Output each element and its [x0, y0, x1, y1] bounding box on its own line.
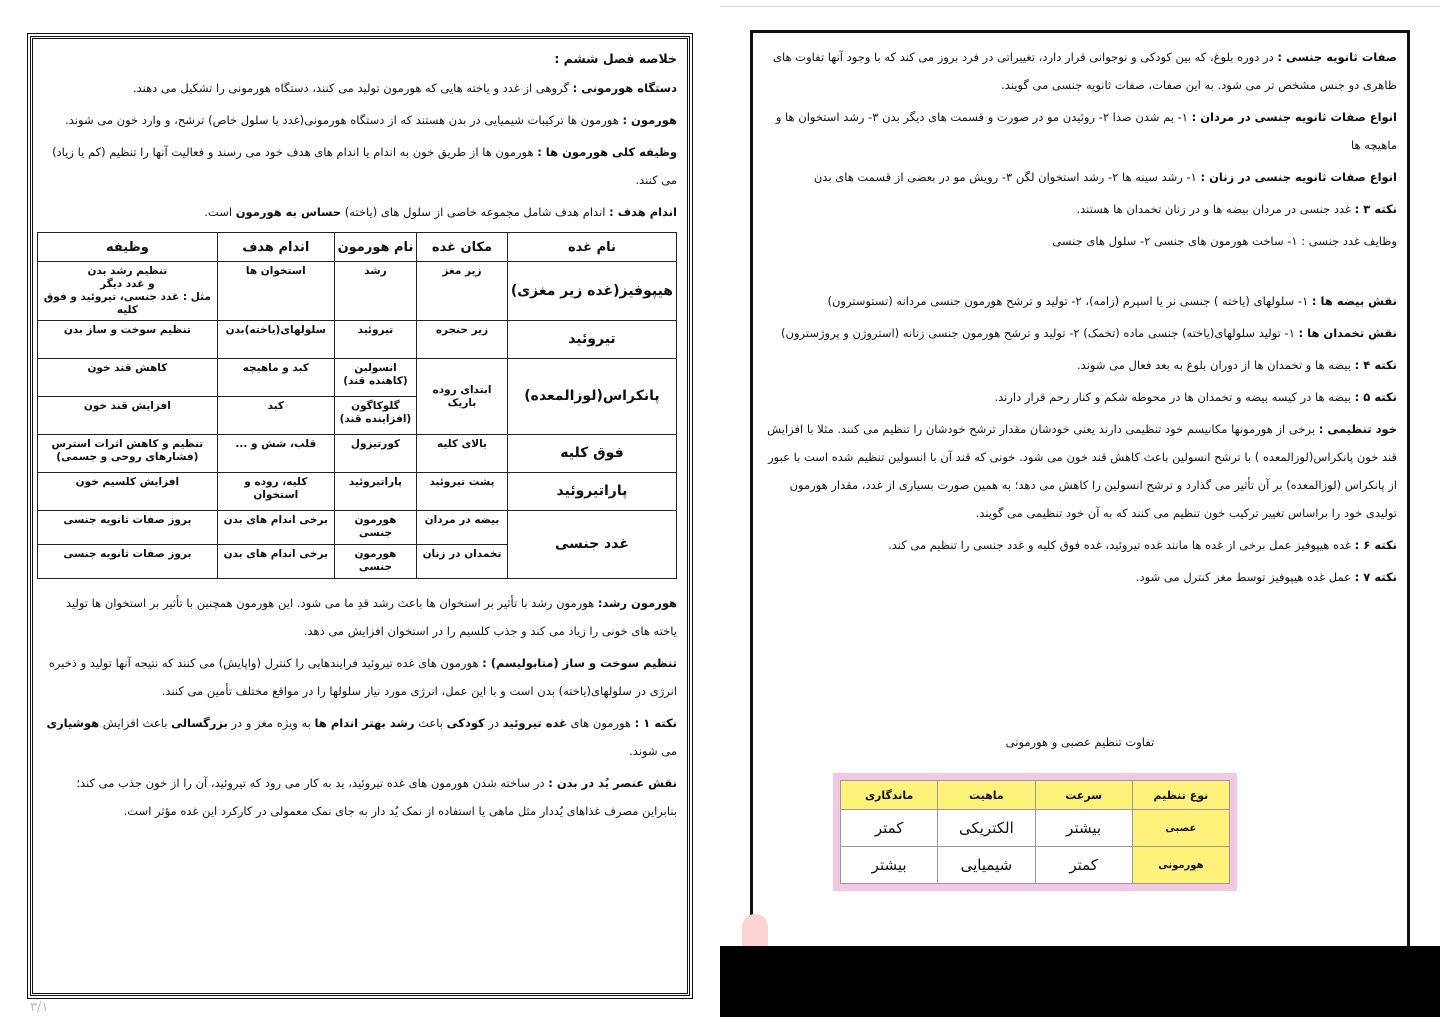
function-cell: تنظیم و کاهش اثرات استرس (فشارهای روحی و جسمی)	[38, 435, 218, 473]
left-page	[30, 36, 690, 996]
comparison-title: تفاوت تنظیم عصبی و هورمونی	[1005, 735, 1155, 749]
table-row	[38, 435, 677, 473]
target-organ-paragraph: اندام هدف : اندام هدف شامل مجموعه خاصی از سلول های (یاخته) حساس به هورمون است.	[204, 205, 677, 219]
gland-cell: غدد جنسی	[507, 511, 676, 579]
header-gland-name: نام غده	[507, 233, 676, 262]
function-cell: افزایش قند خون	[38, 397, 218, 435]
hormone-cell: پاراتیروئید	[334, 473, 416, 511]
target-cell: کبد و ماهیچه	[217, 359, 334, 397]
note-3-paragraph: نکته ۳ : غدد جنسی در مردان بیضه ها و در زنان تخمدان ها هستند.	[1076, 202, 1397, 216]
target-cell: کلیه، روده و استخوان	[217, 473, 334, 511]
gland-cell: پانکراس(لوزالمعده)	[507, 359, 676, 435]
note-5-paragraph: نکته ۵ : بیضه ها در کیسه بیضه و تخمدان ها در محوطه شکم و کنار رحم قرار دارند.	[994, 390, 1397, 404]
place-cell: بالای کلیه	[417, 435, 508, 473]
header-hormone-name: نام هورمون	[334, 233, 416, 262]
header-nature: ماهیت	[938, 781, 1035, 810]
hormone-glands-table	[37, 232, 677, 579]
target-cell: استخوان ها	[217, 262, 334, 321]
hormone-duration: بیشتر	[841, 847, 938, 884]
iodine-paragraph: نقش عنصر یُد در بدن : در ساخته شدن هورمون های غده تیروئید، ید به کار می رود که تیروئید، آن را از خون جذب می کند؛ بنابراین مصرف غذاهای یُددار مثل ماهی یا استفاده از نمک یُد دار به جای نمک معمولی در کارکرد این غده مؤثر است.	[76, 776, 677, 818]
header-speed: سرعت	[1035, 781, 1132, 810]
hormone-cell: گلوکاگون (افزاینده قند)	[334, 397, 416, 435]
hormone-cell: هورمون جنسی	[334, 545, 416, 579]
hormone-cell: انسولین (کاهنده قند)	[334, 359, 416, 397]
comparison-header-row	[841, 781, 1230, 810]
place-cell: بیضه در مردان	[417, 511, 508, 545]
table-row	[841, 847, 1230, 884]
self-regulation-paragraph: خود تنظیمی : برخی از هورمونها مکانیسم خود تنظیمی دارند یعنی خودشان مقدار ترشح خودشان را تنظیم می کنند. مثلا با افزایش قند خون پانکراس(لوزالمعده ) با ترشح انسولین باعث کاهش قند خون می شود. خونی که قند آن با انسولین تنظیم شده است با عبور از پانکراس (لوزالمعده) بر آن تأثیر می گذارد و ترشح انسولین را کاهش می دهد؛ به همین صورت بسیاری از غدد، مقدار هورمون تولیدی خود را براساس تغییر ترکیب خون تنظیم می کنند که به آن خود تنظیمی می گویند.	[767, 422, 1397, 520]
decorative-mark	[742, 914, 768, 948]
target-cell: کبد	[217, 397, 334, 435]
target-cell: قلب، شش و ...	[217, 435, 334, 473]
hormone-function-paragraph: وظیفه کلی هورمون ها : هورمون ها از طریق خون به اندام یا اندام های هدف خود می رسند و فعالیت آنها را تنظیم (کم یا زیاد) می کنند.	[52, 145, 677, 187]
metabolism-paragraph: تنظیم سوخت و ساز (متابولیسم) : هورمون های غده تیروئید فرایندهایی را کنترل (واپایش) می کنند که نتیجه آنها تولید و ذخیره انرژی در سلولهای(یاخته) بدن است و با این عمل، انرژی مورد نیاز سلولها را در مواقع مختلف تأمین می کنند.	[48, 656, 677, 698]
header-duration: ماندگاری	[841, 781, 938, 810]
hormone-definition-paragraph: هورمون : هورمون ها ترکیبات شیمیایی در بدن هستند که از دستگاه هورمونی(غدد یا سلول خاص) ترشح، و وارد خون می شوند.	[65, 113, 677, 127]
header-target-organ: اندام هدف	[217, 233, 334, 262]
chapter-summary-title: خلاصه فصل ششم :	[554, 51, 677, 66]
header-regulation-type: نوع تنظیم	[1132, 781, 1229, 810]
function-cell: بروز صفات ثانویه جنسی	[38, 511, 218, 545]
nerve-speed: بیشتر	[1035, 810, 1132, 847]
header-gland-place: مکان غده	[417, 233, 508, 262]
target-cell: برخی اندام های بدن	[217, 545, 334, 579]
note-7-paragraph: نکته ۷ : عمل غده هیپوفیز توسط مغز کنترل می شود.	[1135, 570, 1397, 584]
nerve-nature: الکتریکی	[938, 810, 1035, 847]
header-function: وظیفه	[38, 233, 218, 262]
hormone-system-paragraph: دستگاه هورمونی : گروهی از غدد و یاخته هایی که هورمون تولید می کنند، دستگاه هورمونی را تشکیل می دهند.	[132, 81, 677, 95]
nerve-vs-hormone-table	[840, 780, 1230, 884]
gland-cell: پاراتیروئید	[507, 473, 676, 511]
function-cell: کاهش قند خون	[38, 359, 218, 397]
row-label-nerve: عصبی	[1132, 810, 1229, 847]
table-row	[38, 359, 677, 397]
function-cell: افزایش کلسیم خون	[38, 473, 218, 511]
hormone-cell: هورمون جنسی	[334, 511, 416, 545]
note-1-paragraph: نکته ۱ : هورمون های غده تیروئید در کودکی باعث رشد بهتر اندام ها به ویژه مغز و در بزرگسالی باعث افزایش هوشیاری می شوند.	[46, 716, 677, 758]
testes-role-paragraph: نقش بیضه ها : ۱- سلولهای (یاخته ) جنسی نر یا اسپرم (زامه)، ۲- تولید و ترشح هورمون جنسی مردانه (تستوسترون)	[827, 294, 1397, 308]
hormone-cell: رشد	[334, 262, 416, 321]
target-cell: سلولهای(یاخته)بدن	[217, 321, 334, 359]
table-row	[841, 810, 1230, 847]
place-cell: پشت تیروئید	[417, 473, 508, 511]
note-4-paragraph: نکته ۴ : بیضه ها و تخمدان ها از دوران بلوغ به بعد فعال می شوند.	[1077, 358, 1397, 372]
black-bar	[720, 946, 1440, 1017]
hormone-cell: تیروئید	[334, 321, 416, 359]
table-row	[38, 473, 677, 511]
table-header-row	[38, 233, 677, 262]
gland-cell: تیروئید	[507, 321, 676, 359]
women-traits-paragraph: انواع صفات ثانویه جنسی در زنان : ۱- رشد سینه ها ۲- رشد استخوان لگن ۳- رویش مو در بعضی از قسمت های بدن	[813, 170, 1397, 184]
hormone-nature: شیمیایی	[938, 847, 1035, 884]
sex-gland-duties-paragraph: وظایف غدد جنسی : ۱- ساخت هورمون های جنسی ۲- سلول های جنسی	[1052, 234, 1397, 248]
gland-cell: فوق کلیه	[507, 435, 676, 473]
row-label-hormone: هورمونی	[1132, 847, 1229, 884]
nerve-duration: کمتر	[841, 810, 938, 847]
comparison-table-frame	[833, 773, 1237, 891]
secondary-traits-paragraph: صفات ثانویه جنسی : در دوره بلوغ، که بین کودکی و نوجوانی قرار دارد، تغییراتی در فرد بروز می کند که با وجود آنها تفاوت های ظاهری دو جنس مشخص تر می شود. به این صفات، صفات ثانویه جنسی می گویند.	[773, 50, 1397, 92]
table-row	[38, 262, 677, 321]
table-row	[38, 321, 677, 359]
function-cell: تنظیم رشد بدن و غدد دیگر مثل : غدد جنسی، تیروئید و فوق کلیه	[38, 262, 218, 321]
place-cell: ابتدای روده باریک	[417, 359, 508, 435]
page-number: ۳/۱	[30, 1000, 49, 1015]
note-6-paragraph: نکته ۶ : غده هیپوفیز عمل برخی از غده ها مانند غده تیروئید، غده فوق کلیه و غدد جنسی را تنظیم می کند.	[888, 538, 1397, 552]
gland-cell: هیپوفیز(غده زیر مغزی)	[507, 262, 676, 321]
function-cell: بروز صفات ثانویه جنسی	[38, 545, 218, 579]
function-cell: تنظیم سوخت و ساز بدن	[38, 321, 218, 359]
top-divider	[720, 6, 1440, 7]
place-cell: زیر حنجره	[417, 321, 508, 359]
target-cell: برخی اندام های بدن	[217, 511, 334, 545]
men-traits-paragraph: انواع صفات ثانویه جنسی در مردان : ۱- بم شدن صدا ۲- روئیدن مو در صورت و قسمت های دیگر بدن ۳- رشد استخوان ها و ماهیچه ها	[775, 110, 1397, 152]
place-cell: زیر مغز	[417, 262, 508, 321]
right-page	[750, 30, 1410, 960]
hormone-speed: کمتر	[1035, 847, 1132, 884]
table-row	[38, 511, 677, 545]
place-cell: تخمدان در زنان	[417, 545, 508, 579]
hormone-cell: کورتیزول	[334, 435, 416, 473]
growth-hormone-paragraph: هورمون رشد: هورمون رشد با تأثیر بر استخوان ها باعث رشد قدِ ما می شود. این هورمون همچنین با تأثیر بر استخوان ها تولید یاخته های خونی را زیاد می کند و جذب کلسیم را در استخوان افزایش می دهد.	[65, 596, 677, 638]
ovaries-role-paragraph: نقش تخمدان ها : ۱- تولید سلولهای(یاخته) جنسی ماده (تخمک) ۲- تولید و ترشح هورمون جنسی زنانه (استروژن و پروژسترون)	[781, 326, 1397, 340]
